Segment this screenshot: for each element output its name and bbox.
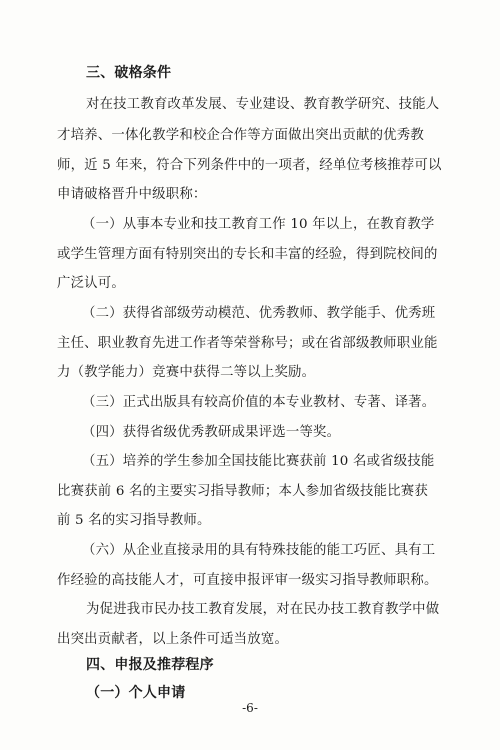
page-number: -6- — [242, 701, 258, 715]
condition-1-line-3: 广泛认可。 — [57, 276, 125, 291]
condition-2-line-1: （二）获得省部级劳动模范、优秀教师、教学能手、优秀班 — [82, 306, 436, 321]
private-school-line-1: 为促进我市民办技工教育发展，对在民办技工教育教学中做 — [86, 602, 440, 617]
condition-1-line-1: （一）从事本专业和技工教育工作 10 年以上，在教育教学 — [82, 217, 435, 232]
condition-6-line-2: 作经验的高技能人才，可直接申报评审一级实习指导教师职称。 — [57, 573, 438, 588]
section-4-heading: 四、申报及推荐程序 — [86, 657, 214, 673]
condition-5-line-1: （五）培养的学生参加全国技能比赛获前 10 名或省级技能 — [82, 454, 435, 469]
intro-line-4: 申请破格晋升中级职称： — [57, 187, 207, 202]
intro-line-2: 才培养、一体化教学和校企合作等方面做出突出贡献的优秀教 — [57, 128, 424, 143]
intro-line-3: 师，近 5 年来，符合下列条件中的一项者，经单位考核推荐可以 — [57, 158, 442, 173]
condition-1-line-2: 或学生管理方面有特别突出的专长和丰富的经验，得到院校间的 — [57, 247, 438, 262]
condition-4: （四）获得省级优秀教研成果评选一等奖。 — [82, 425, 341, 440]
condition-2-line-3: 力（教学能力）竞赛中获得二等以上奖励。 — [57, 365, 316, 380]
private-school-line-2: 出突出贡献者，以上条件可适当放宽。 — [57, 632, 289, 647]
condition-5-line-3: 前 5 名的实习指导教师。 — [57, 513, 211, 528]
condition-3: （三）正式出版具有较高价值的本专业教材、专著、译著。 — [82, 395, 436, 410]
intro-line-1: 对在技工教育改革发展、专业建设、教育教学研究、技能人 — [86, 97, 440, 112]
condition-2-line-2: 主任、职业教育先进工作者等荣誉称号；或在省部级教师职业能 — [57, 336, 438, 351]
condition-5-line-2: 比赛获前 6 名的主要实习指导教师；本人参加省级技能比赛获 — [57, 484, 428, 499]
section-3-heading: 三、破格条件 — [86, 65, 172, 81]
subsection-1-heading: （一）个人申请 — [86, 685, 186, 701]
condition-6-line-1: （六）从企业直接录用的具有特殊技能的能工巧匠、具有工 — [82, 543, 436, 558]
